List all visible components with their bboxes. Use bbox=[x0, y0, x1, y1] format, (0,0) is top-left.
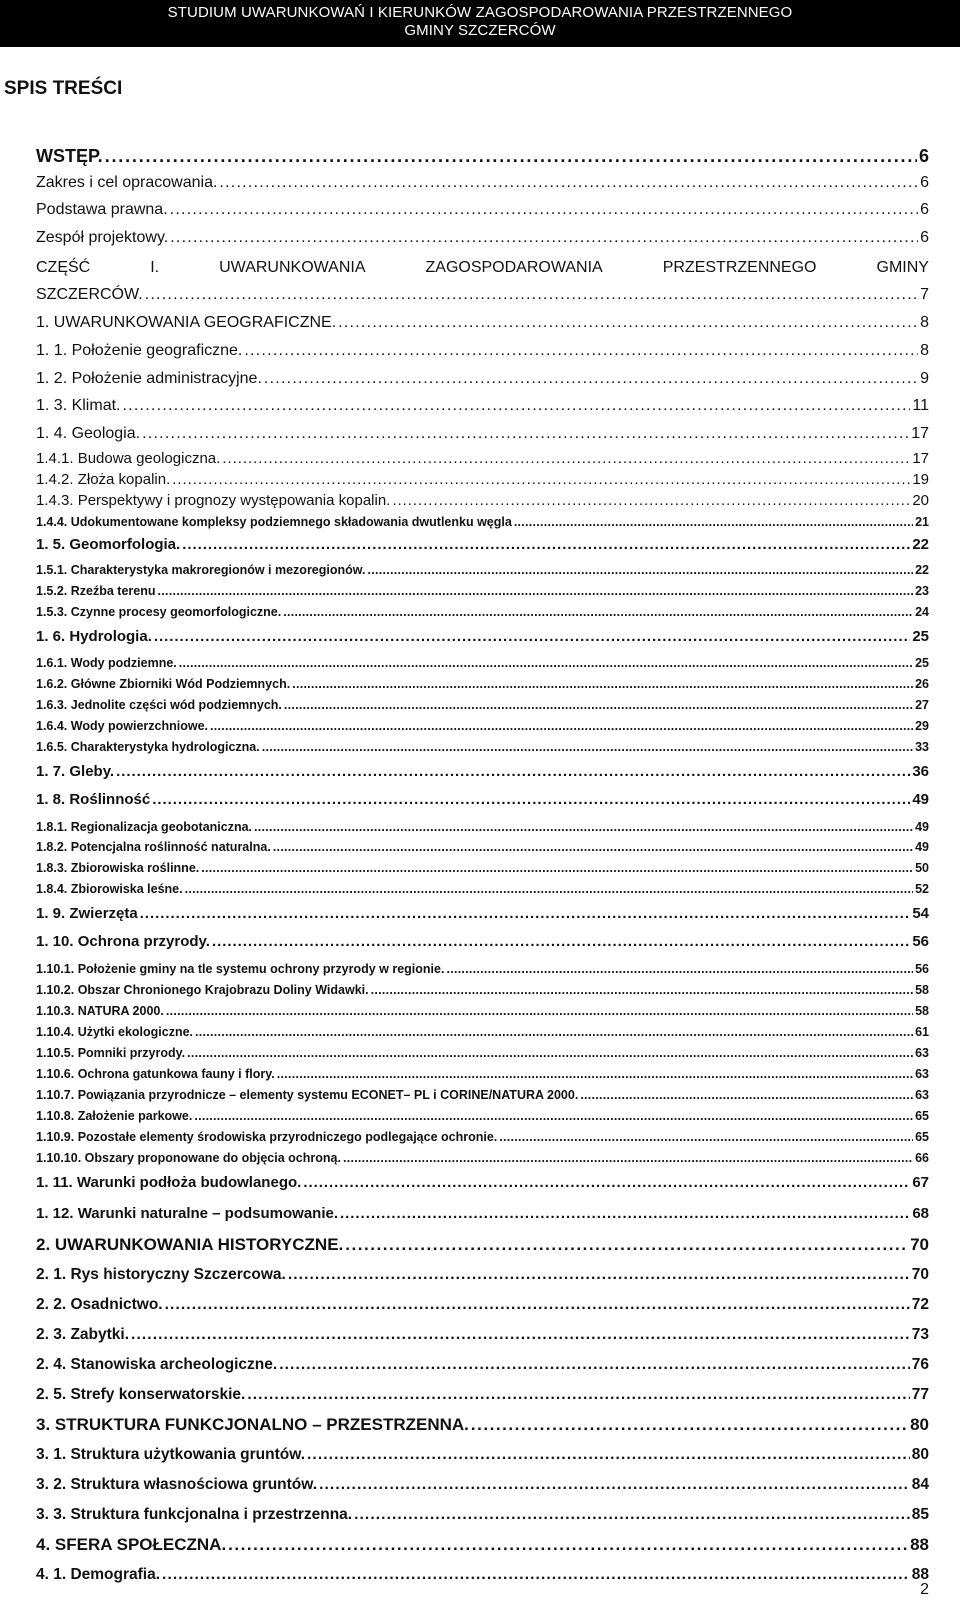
toc-entry[interactable]: 1.8.1. Regionalizacja geobotaniczna. . . . 49 bbox=[0, 820, 960, 834]
toc-entry[interactable]: 1.10.5. Pomniki przyrody. . . . 63 bbox=[0, 1046, 960, 1060]
toc-entry[interactable]: 1.8.4. Zbiorowiska leśne. . . . 52 bbox=[0, 882, 960, 896]
toc-entry[interactable]: 1. 6. Hydrologia. . . . 25 bbox=[0, 628, 960, 645]
toc-entry[interactable]: 3. 1. Struktura użytkowania gruntów. . . . 80 bbox=[0, 1446, 960, 1464]
toc-entry[interactable]: 2. 1. Rys historyczny Szczercowa. . . . 70 bbox=[0, 1266, 960, 1284]
toc-entry[interactable]: 1.10.8. Założenie parkowe. . . . 65 bbox=[0, 1109, 960, 1123]
toc-entry[interactable]: 1.10.3. NATURA 2000. . . . 58 bbox=[0, 1004, 960, 1018]
toc-entry[interactable]: 1.6.3. Jednolite części wód podziemnych. . . . 27 bbox=[0, 698, 960, 712]
toc-entry[interactable]: 1.4.2. Złoża kopalin. . . . 19 bbox=[0, 471, 960, 488]
toc-entry[interactable]: Zakres i cel opracowania. . . . 6 bbox=[0, 174, 960, 192]
header-line-2: GMINY SZCZERCÓW bbox=[404, 22, 556, 39]
page-number: 2 bbox=[920, 1581, 929, 1598]
toc-entry[interactable]: 3. 3. Struktura funkcjonalna i przestrzenna. . . . 85 bbox=[0, 1506, 960, 1524]
toc-entry[interactable]: 1.4.3. Perspektywy i prognozy występowania kopalin. . . . 20 bbox=[0, 492, 960, 509]
toc-entry[interactable]: 1.6.4. Wody powierzchniowe. . . . 29 bbox=[0, 719, 960, 733]
toc-entry[interactable]: 1.4.4. Udokumentowane kompleksy podziemnego składowania dwutlenku węgla . . . 21 bbox=[0, 515, 960, 529]
toc-entry-chapter-3[interactable]: 3. STRUKTURA FUNKCJONALNO – PRZESTRZENNA. . . . 80 bbox=[0, 1415, 960, 1435]
toc-entry[interactable]: 1.8.3. Zbiorowiska roślinne. . . . 50 bbox=[0, 861, 960, 875]
toc-entry-czesc-line-1[interactable]: CZĘŚĆ I. UWARUNKOWANIA ZAGOSPODAROWANIA PRZESTRZENNEGO GMINY bbox=[36, 259, 929, 276]
toc-entry[interactable]: 4. 1. Demografia. . . . 88 bbox=[0, 1566, 960, 1584]
toc-entry[interactable]: 1. 11. Warunki podłoża budowlanego. . . . 67 bbox=[0, 1174, 960, 1191]
toc-entry[interactable]: 1.5.2. Rzeźba terenu . . . 23 bbox=[0, 584, 960, 598]
toc-entry[interactable]: 1.10.6. Ochrona gatunkowa fauny i flory. . . . 63 bbox=[0, 1067, 960, 1081]
toc-entry[interactable]: Podstawa prawna. . . . 6 bbox=[0, 201, 960, 219]
toc-entry[interactable]: 1. UWARUNKOWANIA GEOGRAFICZNE. . . . 8 bbox=[0, 314, 960, 332]
toc-entry-chapter-4[interactable]: 4. SFERA SPOŁECZNA. . . . 88 bbox=[0, 1535, 960, 1555]
toc-entry[interactable]: 2. 3. Zabytki. . . . 73 bbox=[0, 1326, 960, 1344]
toc-entry[interactable]: 1. 5. Geomorfologia. . . . 22 bbox=[0, 536, 960, 553]
toc-entry[interactable]: 1. 12. Warunki naturalne – podsumowanie. . . . 68 bbox=[0, 1205, 960, 1222]
toc-entry[interactable]: 1. 3. Klimat. . . . 11 bbox=[0, 397, 960, 415]
toc-entry[interactable]: 1.10.2. Obszar Chronionego Krajobrazu Doliny Widawki. . . . 58 bbox=[0, 983, 960, 997]
toc-entry[interactable]: 1.10.1. Położenie gminy na tle systemu ochrony przyrody w regionie. . . . 56 bbox=[0, 962, 960, 976]
document-header bbox=[0, 0, 960, 47]
toc-entry[interactable]: 1.10.7. Powiązania przyrodnicze – elementy systemu ECONET– PL i CORINE/NATURA 2000. . . . 63 bbox=[0, 1088, 960, 1102]
toc-entry[interactable]: 2. 2. Osadnictwo. . . . 72 bbox=[0, 1296, 960, 1314]
toc-entry[interactable]: 1. 10. Ochrona przyrody. . . . 56 bbox=[0, 933, 960, 950]
toc-entry[interactable]: 1. 7. Gleby. . . . 36 bbox=[0, 763, 960, 780]
toc-entry[interactable]: 1.6.5. Charakterystyka hydrologiczna. . . . 33 bbox=[0, 740, 960, 754]
toc-entry[interactable]: 2. 4. Stanowiska archeologiczne. . . . 76 bbox=[0, 1356, 960, 1374]
toc-entry[interactable]: 1. 8. Roślinność . . . 49 bbox=[0, 791, 960, 808]
toc-entry[interactable]: 1.5.1. Charakterystyka makroregionów i mezoregionów. . . . 22 bbox=[0, 563, 960, 577]
toc-entry[interactable]: 1.10.4. Użytki ekologiczne. . . . 61 bbox=[0, 1025, 960, 1039]
header-line-1: STUDIUM UWARUNKOWAŃ I KIERUNKÓW ZAGOSPODAROWANIA PRZESTRZENNEGO bbox=[167, 4, 793, 21]
toc-entry-chapter-2[interactable]: 2. UWARUNKOWANIA HISTORYCZNE. . . . 70 bbox=[0, 1235, 960, 1255]
toc-entry[interactable]: 1. 2. Położenie administracyjne. . . . 9 bbox=[0, 370, 960, 388]
toc-entry[interactable]: 1.6.2. Główne Zbiorniki Wód Podziemnych. . . . 26 bbox=[0, 677, 960, 691]
toc-entry[interactable]: 1.10.9. Pozostałe elementy środowiska przyrodniczego podlegające ochronie. . . . 65 bbox=[0, 1130, 960, 1144]
toc-entry[interactable]: 1.8.2. Potencjalna roślinność naturalna. . . . 49 bbox=[0, 840, 960, 854]
toc-entry[interactable]: 2. 5. Strefy konserwatorskie. . . . 77 bbox=[0, 1386, 960, 1404]
toc-entry[interactable]: Zespół projektowy. . . . 6 bbox=[0, 229, 960, 247]
page-title: SPIS TREŚCI bbox=[4, 78, 123, 99]
toc-entry[interactable]: 1.5.3. Czynne procesy geomorfologiczne. . . . 24 bbox=[0, 605, 960, 619]
toc-entry[interactable]: 1.4.1. Budowa geologiczna. . . . 17 bbox=[0, 450, 960, 467]
toc-entry[interactable]: 1. 9. Zwierzęta . . . 54 bbox=[0, 905, 960, 922]
toc-entry[interactable]: 3. 2. Struktura własnościowa gruntów. . . . 84 bbox=[0, 1476, 960, 1494]
toc-entry[interactable]: 1.6.1. Wody podziemne. . . . 25 bbox=[0, 656, 960, 670]
toc-entry[interactable]: 1. 4. Geologia. . . . 17 bbox=[0, 425, 960, 443]
toc-entry-wstep[interactable]: WSTĘP. . . . 6 bbox=[0, 146, 960, 167]
toc-entry[interactable]: 1.10.10. Obszary proponowane do objęcia ochroną. . . . 66 bbox=[0, 1151, 960, 1165]
toc-entry[interactable]: 1. 1. Położenie geograficzne. . . . 8 bbox=[0, 342, 960, 360]
toc-entry-czesc-line-2[interactable]: SZCZERCÓW. . . . 7 bbox=[0, 286, 960, 304]
